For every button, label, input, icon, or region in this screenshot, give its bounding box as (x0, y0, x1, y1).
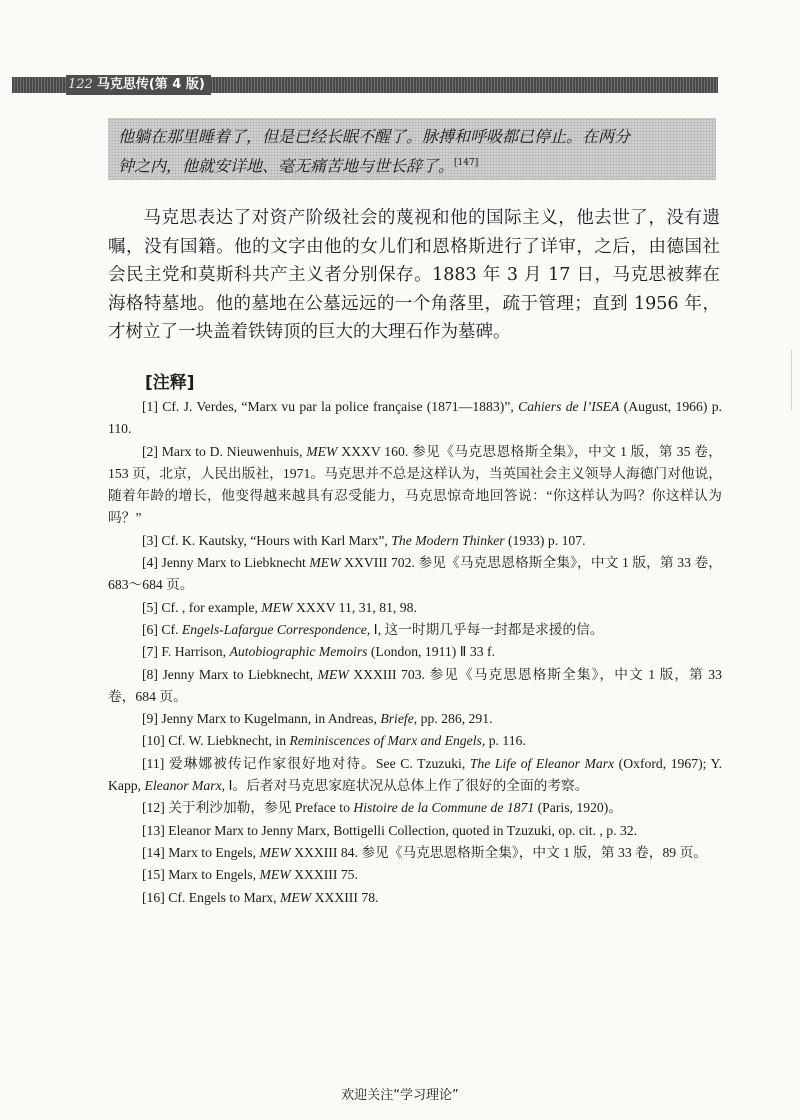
note-10: [10] Cf. W. Liebknecht, in Reminiscences of Marx and Engels, p. 116. (142, 733, 526, 749)
quote-line-2: 钟之内，他就安详地、毫无痛苦地与世长辞了。[147] (118, 156, 479, 176)
book-title: 马克思传(第 4 版) (96, 77, 205, 92)
note-8: [8] Jenny Marx to Liebknecht, MEW XXXIII 703. 参见《马克思恩格斯全集》，中文 1 版，第 33 卷，684 页。 (108, 666, 722, 704)
note-16: [16] Cf. Engels to Marx, MEW XXXIII 78. (142, 889, 379, 905)
note-9: [9] Jenny Marx to Kugelmann, in Andreas, Briefe, pp. 286, 291. (142, 711, 493, 727)
note-12: [12] 关于利沙加勒，参见 Preface to Histoire de la Commune de 1871 (Paris, 1920)。 (142, 800, 623, 816)
note-13: [13] Eleanor Marx to Jenny Marx, Bottigelli Collection, quoted in Tzuzuki, op. cit. , p. 32. (142, 822, 638, 838)
note-7: [7] F. Harrison, Autobiographic Memoirs (London, 1911) Ⅱ 33 f. (142, 644, 495, 660)
note-1: [1] Cf. J. Verdes, “Marx vu par la police française (1871—1883)”, Cahiers de l’ISEA (August, 1966) p. 110. (108, 399, 722, 437)
quote-line-1: 他躺在那里睡着了，但是已经长眠不醒了。脉搏和呼吸都已停止。在两分 (118, 127, 631, 146)
note-2: [2] Marx to D. Nieuwenhuis, MEW XXXV 160. 参见《马克思恩格斯全集》，中文 1 版，第 35 卷，153 页，北京，人民出版社，1971。马克思并不总是这样认为，当英国社会主义领导人海德门对他说，随着年龄的增长，他变得越来越具有忍受能力，马克思惊奇地回答说：“你这样认为吗？你这样认为吗？” (108, 443, 722, 526)
notes-heading: [注释] (145, 373, 195, 393)
page-number: 122 (68, 77, 93, 92)
note-15: [15] Marx to Engels, MEW XXXIII 75. (142, 867, 358, 883)
notes-list (108, 396, 722, 909)
quote-footnote-ref: [147] (454, 158, 479, 168)
note-11: [11] 爱琳娜被传记作家很好地对待。See C. Tzuzuki, The Life of Eleanor Marx (Oxford, 1967); Y. Kapp, Eleanor Marx, Ⅰ。后者对马克思家庭状况从总体上作了很好的全面的考察。 (108, 755, 722, 794)
note-5: [5] Cf. , for example, MEW XXXV 11, 31, 81, 98. (142, 599, 417, 615)
page-footer: 欢迎关注“学习理论” (341, 1088, 459, 1103)
note-3: [3] Cf. K. Kautsky, “Hours with Karl Marx”, The Modern Thinker (1933) p. 107. (142, 532, 586, 548)
running-header (66, 75, 211, 95)
body-paragraph: 马克思表达了对资产阶级社会的蔑视和他的国际主义，他去世了，没有遗嘱，没有国籍。他的文字由他的女儿们和恩格斯进行了详审，之后，由德国社会民主党和莫斯科共产主义者分别保存。1883 年 3 月 17 日，马克思被葬在海格特墓地。他的墓地在公墓远远的一个角落里，疏于管理；直到 1956 年，才树立了一块盖着铁铸顶的巨大的大理石作为墓碑。 (108, 208, 720, 342)
note-4: [4] Jenny Marx to Liebknecht MEW XXVIII 702. 参见《马克思恩格斯全集》，中文 1 版，第 33 卷，683～684 页。 (108, 555, 722, 593)
note-14: [14] Marx to Engels, MEW XXXIII 84. 参见《马克思恩格斯全集》，中文 1 版，第 33 卷，89 页。 (142, 844, 707, 860)
page-edge-mark (791, 350, 792, 410)
quote-block (108, 118, 716, 180)
note-6: [6] Cf. Engels-Lafargue Correspondence, Ⅰ, 这一时期几乎每一封都是求援的信。 (142, 621, 604, 637)
